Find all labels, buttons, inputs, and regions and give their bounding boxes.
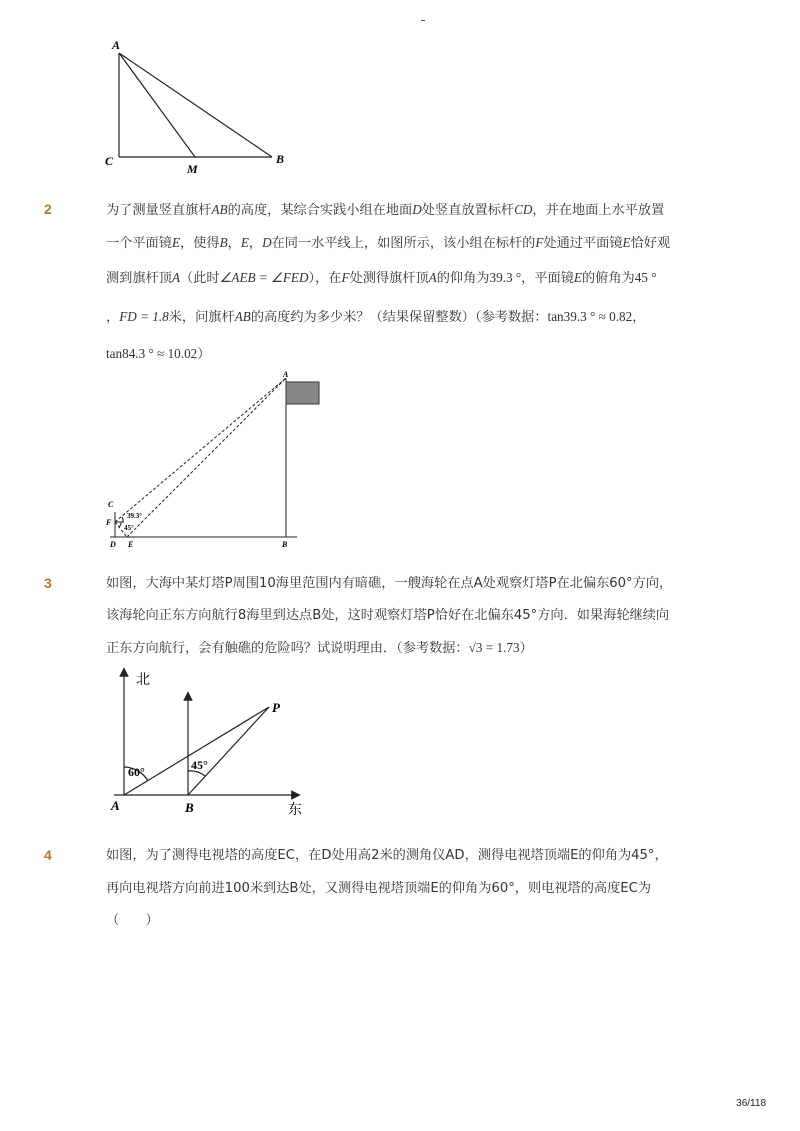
q3-line-3: 正东方向航行，会有触礁的危险吗？试说明理由．（参考数据：√3 = 1.73） (106, 640, 533, 656)
figure-triangle-acmb (100, 34, 300, 180)
label-a: A (283, 370, 289, 379)
label-c: C (105, 154, 114, 168)
q2-line-1: 为了测量竖直旗杆AB的高度，某综合实践小组在地面D处竖直放置标杆CD，并在地面上水平放置 (106, 202, 665, 218)
q2-line-2: 一个平面镜E，使得B，E，D在同一水平线上，如图所示，该小组在标杆的F处通过平面镜E恰好观 (106, 235, 671, 251)
north-label: 北 (136, 672, 150, 688)
q3-line-2: 该海轮向正东方向航行8海里到达点B处，这时观察灯塔P恰好在北偏东45°方向．如果海轮继续向 (106, 608, 670, 623)
label-a: A (111, 798, 120, 813)
label-b: B (282, 540, 288, 549)
question-number-3: 3 (44, 575, 52, 591)
q2-line-4: ，FD = 1.8米，问旗杆AB的高度约为多少米？（结果保留整数）（参考数据：tan39.3 ° ≈ 0.82， (106, 309, 646, 325)
angle-label-39: 39.3° (127, 512, 143, 520)
flag (286, 382, 319, 404)
segment-bp (188, 707, 269, 795)
segment-ap (124, 707, 269, 795)
ray-fa (115, 378, 286, 522)
label-b: B (276, 152, 285, 166)
label-m: M (187, 162, 198, 176)
segment-ab (119, 53, 272, 157)
label-p: P (272, 700, 280, 715)
page-number: 36/118 (736, 1098, 766, 1109)
q2-line-5: tan84.3 ° ≈ 10.02） (106, 346, 211, 362)
question-number-4: 4 (44, 847, 52, 863)
label-b: B (185, 800, 194, 815)
label-d: D (110, 540, 116, 549)
q4-line-2: 再向电视塔方向前进100米到达B处，又测得电视塔顶端E的仰角为60°，则电视塔的高度EC为 (106, 881, 652, 896)
label-e: E (128, 540, 134, 549)
label-c: C (108, 500, 114, 509)
header-mark (421, 20, 425, 21)
figure-lighthouse-navigation (100, 660, 320, 820)
ray-ea (127, 378, 286, 537)
q4-line-3: （ ） (106, 913, 159, 928)
q4-line-1: 如图，为了测得电视塔的高度EC，在D处用高2米的测角仪AD，测得电视塔顶端E的仰角为45°， (106, 848, 668, 863)
angle-label-45: 45° (191, 758, 208, 772)
label-a: A (112, 38, 121, 52)
figure-flagpole-mirror (100, 368, 340, 552)
question-number-2: 2 (44, 201, 52, 217)
label-f: F (106, 518, 112, 527)
angle-label-45: 45° (124, 524, 134, 532)
q3-line-1: 如图，大海中某灯塔P周围10海里范围内有暗礁，一艘海轮在点A处观察灯塔P在北偏东60°方向， (106, 576, 673, 591)
angle-label-60: 60° (128, 765, 145, 779)
east-label: 东 (288, 802, 302, 818)
segment-am (119, 53, 195, 157)
q2-line-3: 测到旗杆顶A（此时∠AEB = ∠FED），在F处测得旗杆顶A的仰角为39.3 °，平面镜E的俯角为45 ° (106, 270, 657, 286)
